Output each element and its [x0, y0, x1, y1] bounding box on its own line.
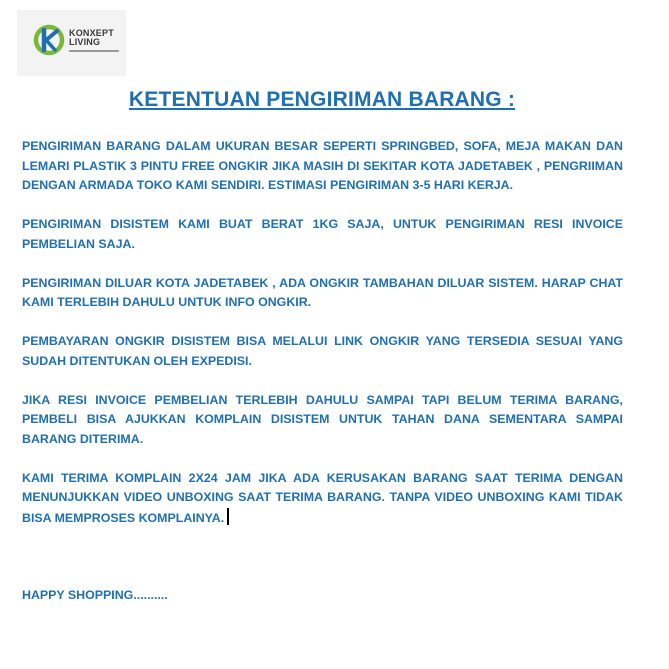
terms-paragraph-6-text: KAMI TERIMA KOMPLAIN 2X24 JAM JIKA ADA KERUSAKAN BARANG SAAT TERIMA DENGAN MENUNJUKKAN VIDEO UNBOXING SAAT TERIMA BARANG. TANPA VIDEO UNBOXING KAMI TIDAK BISA MEMPROSES KOMPLAINYA. [22, 470, 623, 525]
terms-content [22, 137, 623, 548]
logo-wordmark [69, 29, 114, 47]
terms-paragraph-5: JIKA RESI INVOICE PEMBELIAN TERLEBIH DAHULU SAMPAI TAPI BELUM TERIMA BARANG, PEMBELI BISA AJUKKAN KOMPLAIN DISISTEM UNTUK TAHAN DANA SEMENTARA SAMPAI BARANG DITERIMA. [22, 392, 623, 446]
logo-line-1: KONXEPT [69, 28, 114, 38]
konxept-living-logo [17, 10, 126, 76]
logo-tagline [69, 50, 119, 52]
text-cursor [227, 508, 229, 525]
logo-line-2: LIVING [69, 37, 101, 47]
konxept-k-logo-icon [33, 24, 65, 56]
terms-paragraph-1: PENGIRIMAN BARANG DALAM UKURAN BESAR SEPERTI SPRINGBED, SOFA, MEJA MAKAN DAN LEMARI PLASTIK 3 PINTU FREE ONGKIR JIKA MASIH DI SEKITAR KOTA JADETABEK , PENGRIIMAN DENGAN ARMADA TOKO KAMI SENDIRI. ESTIMASI PENGIRIMAN 3-5 HARI KERJA. [22, 139, 623, 192]
terms-paragraph-2: PENGIRIMAN DISISTEM KAMI BUAT BERAT 1KG SAJA, UNTUK PENGIRIMAN RESI INVOICE PEMBELIAN SAJA. [22, 217, 623, 251]
terms-paragraph-4: PEMBAYARAN ONGKIR DISISTEM BISA MELALUI LINK ONGKIR YANG TERSEDIA SESUAI YANG SUDAH DITENTUKAN OLEH EXPEDISI. [22, 334, 623, 368]
closing-text: HAPPY SHOPPING.......... [22, 588, 168, 602]
terms-paragraph-6 [22, 469, 623, 529]
page-title: KETENTUAN PENGIRIMAN BARANG : [128, 88, 516, 111]
terms-paragraph-3: PENGIRIMAN DILUAR KOTA JADETABEK , ADA ONGKIR TAMBAHAN DILUAR SISTEM. HARAP CHAT KAMI TERLEBIH DAHULU UNTUK INFO ONGKIR. [22, 275, 623, 309]
